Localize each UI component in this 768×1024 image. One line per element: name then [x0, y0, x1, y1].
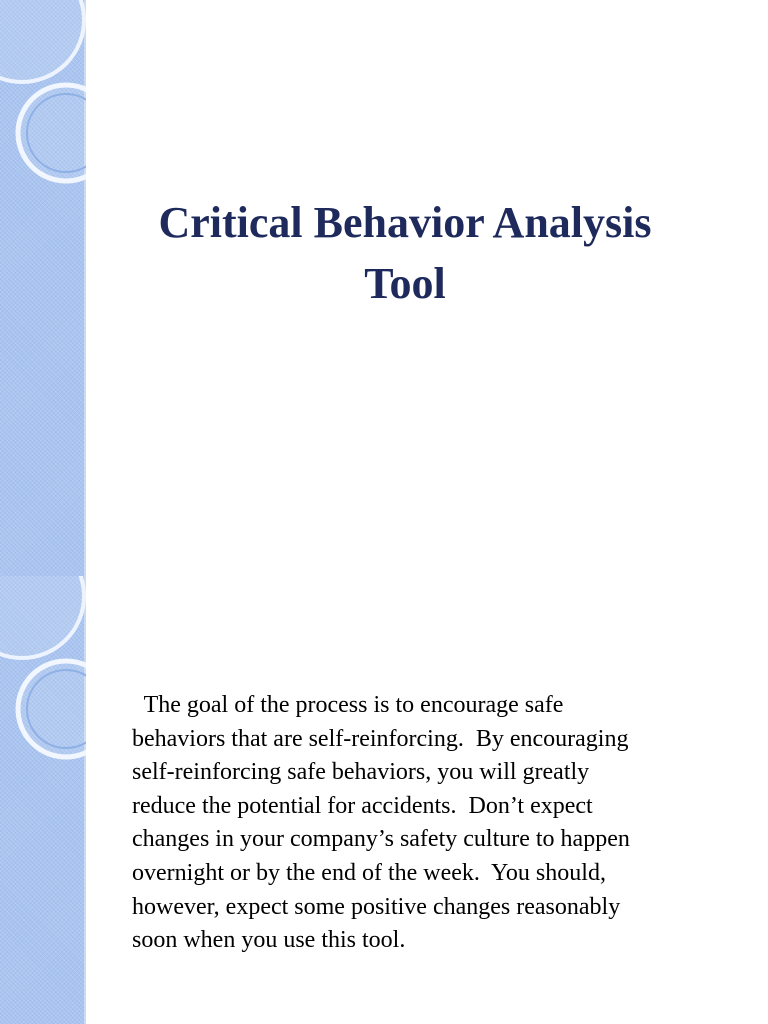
slide-title: [100, 192, 710, 314]
decorative-circles-top: [0, 0, 86, 190]
body-text-line: reduce the potential for accidents. Don’t expect: [132, 792, 593, 819]
body-text-line: changes in your company’s safety culture to happen: [132, 826, 630, 853]
slide-body-text: [132, 689, 732, 958]
slide-title-line: Critical Behavior Analysis: [158, 198, 652, 247]
small-circle-shape: [18, 85, 86, 181]
body-text-line: overnight or by the end of the week. You should,: [132, 859, 606, 886]
body-text-line: however, expect some positive changes reasonably: [132, 893, 621, 920]
body-text-line: The goal of the process is to encourage safe: [132, 692, 564, 718]
large-circle-shape: [0, 0, 84, 82]
small-circle-shape: [18, 661, 86, 757]
large-circle-shape: [0, 576, 84, 658]
slide-title-line: Tool: [364, 259, 446, 308]
body-text-line: behaviors that are self-reinforcing. By encouraging: [132, 725, 629, 752]
body-text-line: self-reinforcing safe behaviors, you will greatly: [132, 759, 590, 786]
body-text-line: soon when you use this tool.: [132, 927, 406, 954]
decorative-circles-middle: [0, 576, 86, 766]
